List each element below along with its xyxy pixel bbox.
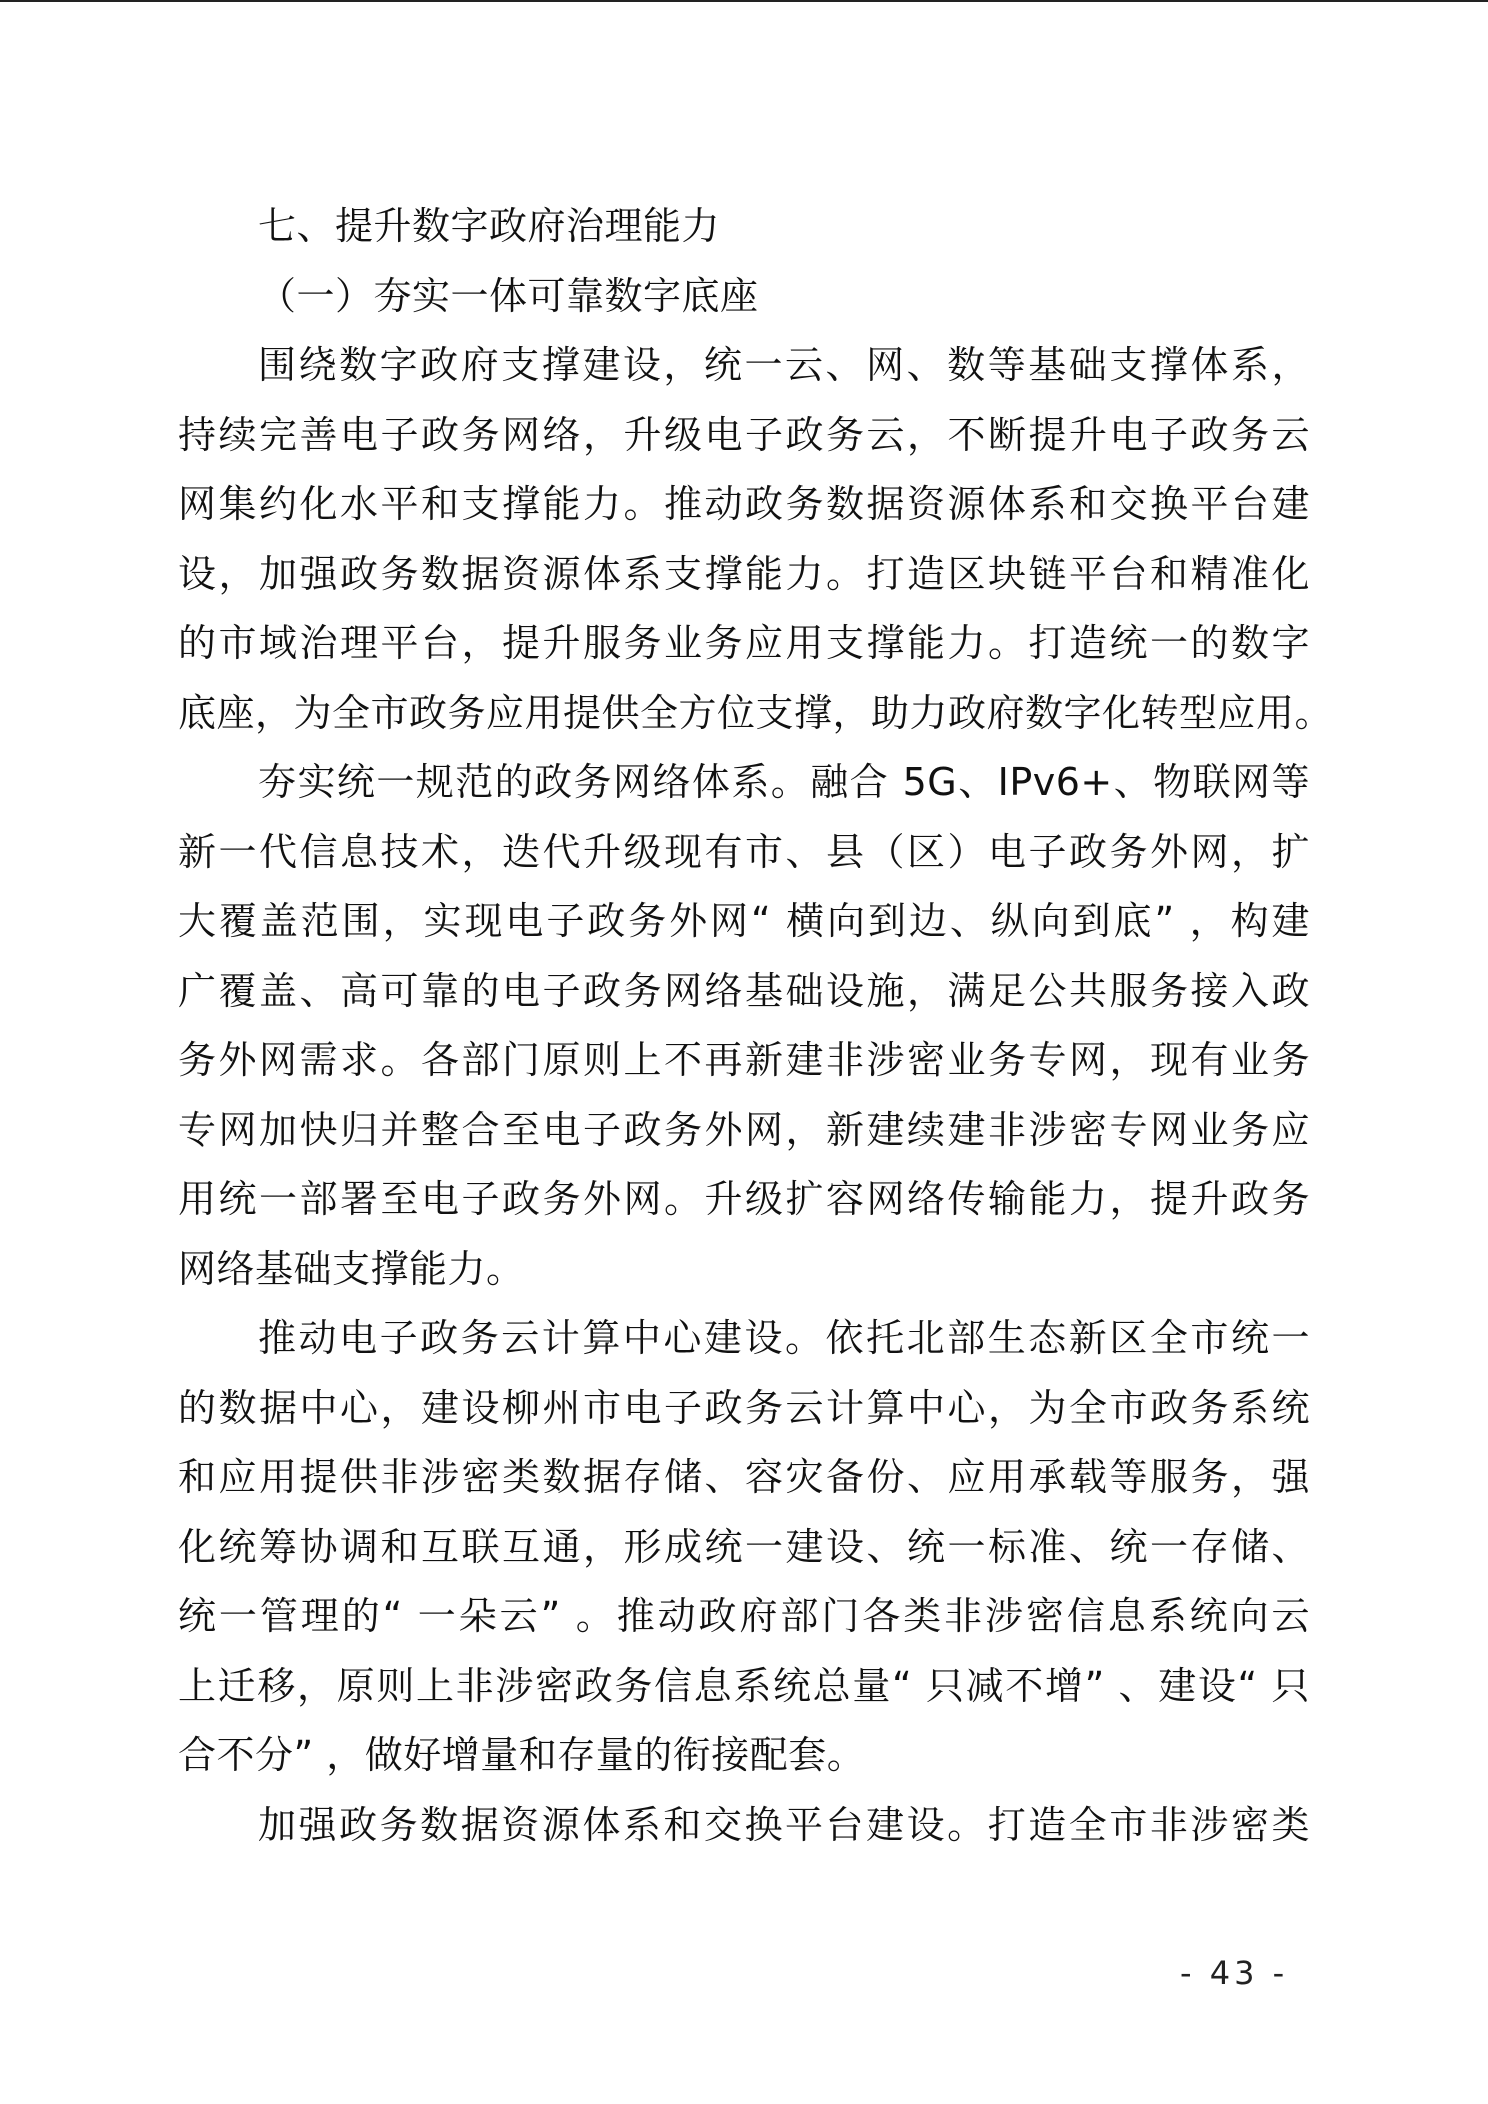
- paragraph-line: 广覆盖、高可靠的电子政务网络基础设施，满足公共服务接入政: [178, 968, 1310, 1013]
- paragraph-line: 务外网需求。各部门原则上不再新建非涉密业务专网，现有业务: [178, 1038, 1310, 1082]
- paragraph-3: [178, 1304, 1310, 1791]
- paragraph-line: 上迁移，原则上非涉密政务信息系统总量“ 只减不增” 、建设“ 只: [178, 1663, 1310, 1708]
- paragraph-line: 网络基础支撑能力。: [178, 1246, 525, 1291]
- paragraph-line: 统一管理的“ 一朵云” 。推动政府部门各类非涉密信息系统向云: [178, 1594, 1310, 1638]
- section-heading: 七、提升数字政府治理能力: [258, 204, 721, 248]
- paragraph-line: 化统筹协调和互联互通，形成统一建设、统一标准、统一存储、: [178, 1524, 1310, 1569]
- paragraph-line: 持续完善电子政务网络，升级电子政务云，不断提升电子政务云: [178, 412, 1310, 457]
- paragraph-line: 推动电子政务云计算中心建设。依托北部生态新区全市统一: [258, 1316, 1310, 1360]
- paragraph-line: 加强政务数据资源体系和交换平台建设。打造全市非涉密类: [258, 1802, 1310, 1847]
- page-number: - 43 -: [1180, 1954, 1289, 1992]
- paragraph-line: 用统一部署至电子政务外网。升级扩容网络传输能力，提升政务: [178, 1177, 1310, 1221]
- paragraph-line: 专网加快归并整合至电子政务外网，新建续建非涉密专网业务应: [178, 1107, 1310, 1152]
- paragraph-line: 设，加强政务数据资源体系支撑能力。打造区块链平台和精准化: [178, 551, 1310, 596]
- document-body: [178, 192, 1334, 1860]
- paragraph-2: [178, 748, 1310, 1304]
- subsection-heading: （一）夯实一体可靠数字底座: [258, 273, 759, 318]
- paragraph-line: 的市域治理平台，提升服务业务应用支撑能力。打造统一的数字: [178, 621, 1310, 665]
- paragraph-line: 大覆盖范围，实现电子政务外网“ 横向到边、纵向到底” ，构建: [178, 899, 1310, 943]
- paragraph-line: 夯实统一规范的政务网络体系。融合 5G、IPv6+、物联网等: [258, 760, 1310, 804]
- paragraph-line: 底座，为全市政务应用提供全方位支撑，助力政府数字化转型应用。: [178, 690, 1334, 735]
- paragraph-1: [178, 331, 1334, 748]
- paragraph-line: 网集约化水平和支撑能力。推动政务数据资源体系和交换平台建: [178, 482, 1310, 526]
- paragraph-line: 和应用提供非涉密类数据存储、容灾备份、应用承载等服务，强: [178, 1455, 1310, 1499]
- paragraph-4: [178, 1791, 1310, 1861]
- paragraph-line: 的数据中心，建设柳州市电子政务云计算中心，为全市政务系统: [178, 1385, 1310, 1430]
- paragraph-line: 新一代信息技术，迭代升级现有市、县（区）电子政务外网，扩: [178, 829, 1310, 874]
- paragraph-line: 合不分” ，做好增量和存量的衔接配套。: [178, 1733, 866, 1777]
- paragraph-line: 围绕数字政府支撑建设，统一云、网、数等基础支撑体系，: [258, 343, 1310, 387]
